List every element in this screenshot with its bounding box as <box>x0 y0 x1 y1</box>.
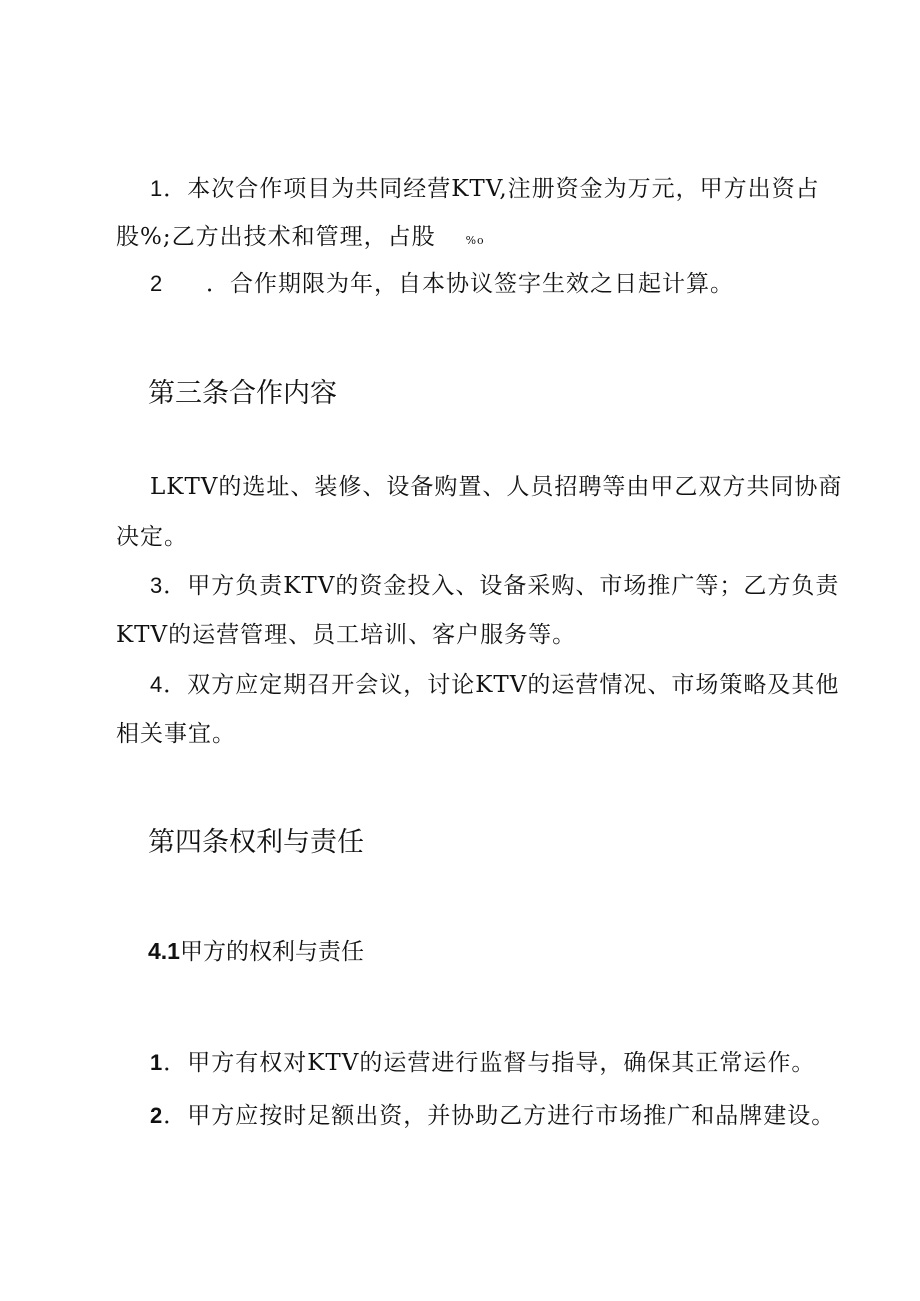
article-4-item-1 <box>150 1048 815 1078</box>
article-3-title: 第三条合作内容 <box>148 378 337 409</box>
clause-1-suffix: %o <box>465 234 485 247</box>
article-3-item-4-continuation: 相关事宜。 <box>116 721 236 747</box>
article-3-item-3-line-1 <box>150 571 839 601</box>
clause-2-text: ．合作期限为年，自本协议签字生效之日起计算。 <box>206 271 734 297</box>
subsection-4-1-title: 甲方的权利与责任 <box>179 939 364 965</box>
subsection-4-1-number: 4.1 <box>148 938 180 964</box>
clause-1-number: 1 <box>150 176 164 201</box>
article-4-item-2-text: ．甲方应按时足额出资，并协助乙方进行市场推广和品牌建设。 <box>163 1103 836 1129</box>
article-4-item-2-number: 2 <box>150 1103 164 1128</box>
article-3-item-3-number: 3 <box>150 573 164 598</box>
article-3-item-1-line-2 <box>116 522 188 552</box>
article-3-item-1-line-1 <box>150 472 842 502</box>
article-3-item-3-line-2 <box>116 620 576 650</box>
clause-1-text: ．本次合作项目为共同经营KTV,注册资金为万元，甲方出资占 <box>163 176 820 202</box>
article-4-item-2 <box>150 1101 835 1131</box>
article-3-item-4-text: ．双方应定期召开会议，讨论KTV的运营情况、市场策略及其他 <box>163 672 840 698</box>
article-4-title: 第四条权利与责任 <box>148 827 364 858</box>
clause-2-line <box>150 269 734 299</box>
clause-2-number: 2 <box>150 271 164 296</box>
article-4-item-1-text: ．甲方有权对KTV的运营进行监督与指导，确保其正常运作。 <box>163 1050 816 1076</box>
article-3-item-3-continuation: KTV的运营管理、员工培训、客户服务等。 <box>116 622 577 648</box>
article-3-item-3-text: ．甲方负责KTV的资金投入、设备采购、市场推广等；乙方负责 <box>163 573 840 599</box>
subsection-4-1-heading <box>148 936 364 967</box>
clause-1-continuation: 股%;乙方出技术和管理，占股 <box>116 224 436 250</box>
article-4-item-1-number: 1 <box>150 1050 164 1075</box>
clause-1-line-2 <box>116 222 485 256</box>
article-3-item-4-line-1 <box>150 670 839 700</box>
article-3-item-4-line-2 <box>116 719 236 749</box>
article-3-item-1-continuation: 决定。 <box>116 524 188 550</box>
article-3-item-4-number: 4 <box>150 672 164 697</box>
clause-1-line-1 <box>150 174 820 204</box>
article-3-item-1-text: LKTV的选址、装修、设备购置、人员招聘等由甲乙双方共同协商 <box>150 474 843 500</box>
